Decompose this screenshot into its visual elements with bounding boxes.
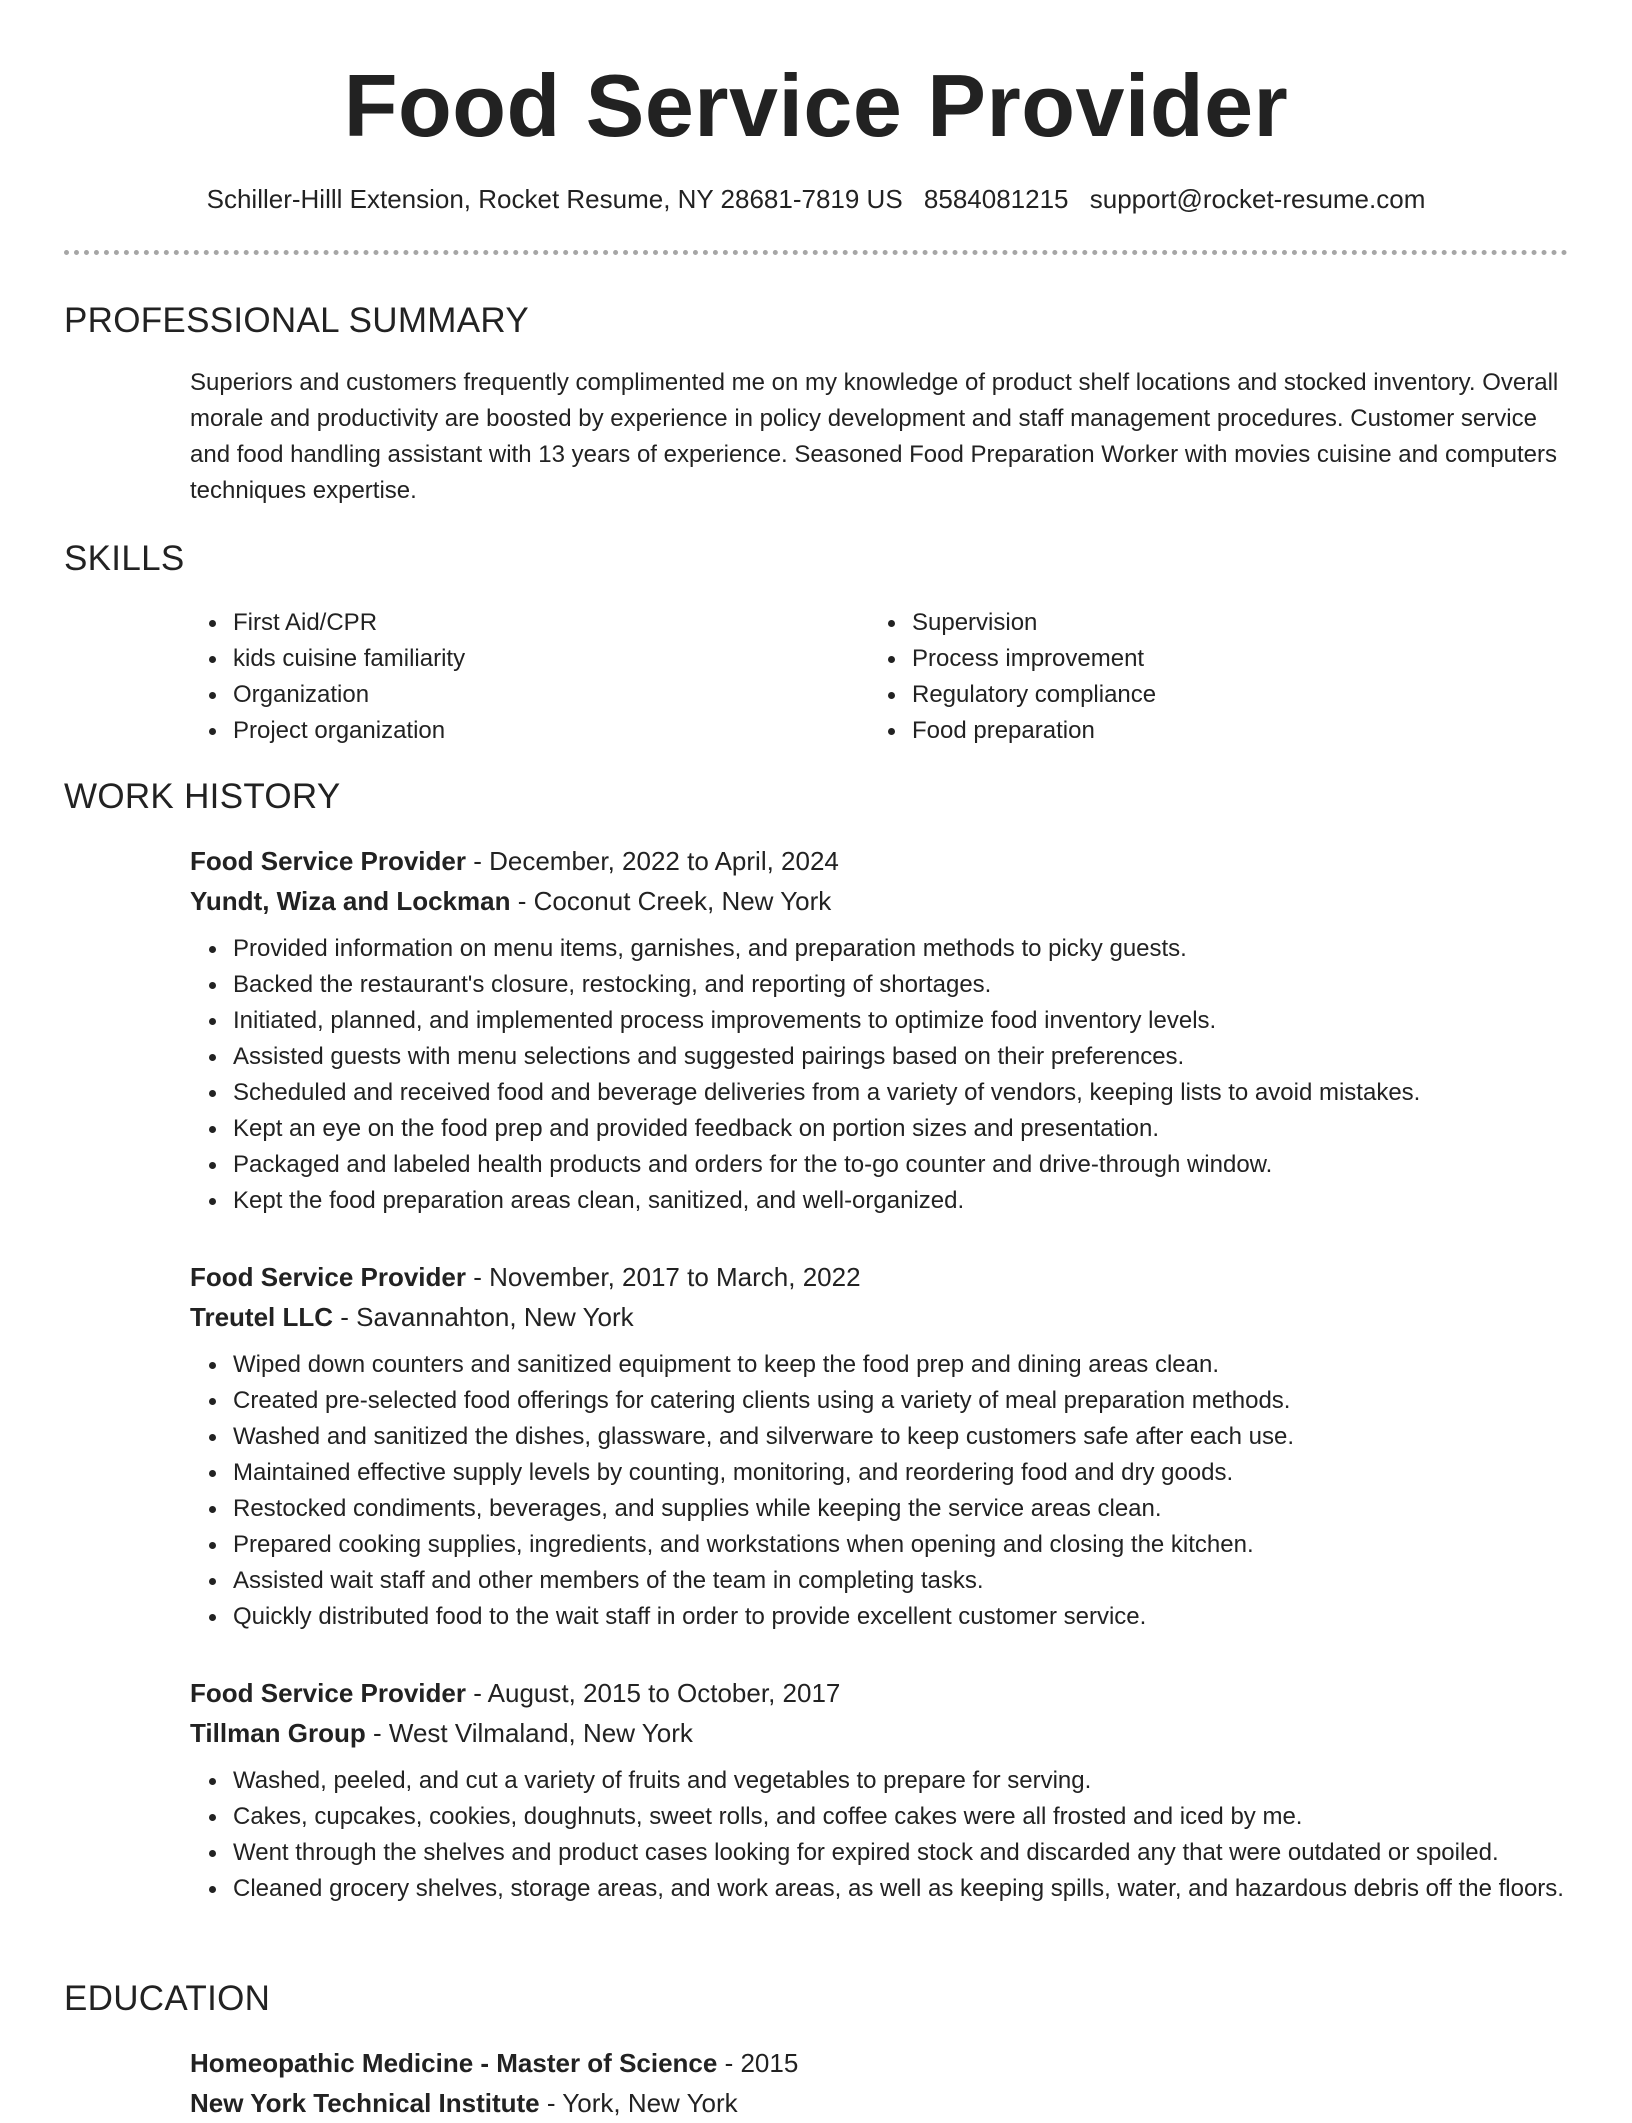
work-history-heading: WORK HISTORY [64,777,341,816]
job-bullet: Prepared cooking supplies, ingredients, and workstations when opening and closing the kitchen. [233,1527,1570,1563]
skill-item: First Aid/CPR [233,605,465,641]
contact-line [0,182,1632,216]
education-degree-line [190,2043,1570,2083]
education-school-line [190,2083,1570,2123]
job-bullet: Maintained effective supply levels by counting, monitoring, and reordering food and dry goods. [233,1455,1570,1491]
job-company-line [190,1713,1570,1753]
summary-text: Superiors and customers frequently complimented me on my knowledge of product shelf locations and stocked inventory. Overall morale and productivity are boosted by experience in policy development and staff management procedures. Customer service and food handling assistant with 13 years of experience. Seasoned Food Preparation Worker with movies cuisine and computers techniques expertise. [190,369,1559,504]
job-bullet: Kept an eye on the food prep and provided feedback on portion sizes and presentation. [233,1111,1570,1147]
job-company-line [190,1297,1570,1337]
job-role: Food Service Provider [190,846,466,876]
job-role: Food Service Provider [190,1678,466,1708]
candidate-name: Food Service Provider [343,56,1289,155]
job-bullet: Went through the shelves and product cases looking for expired stock and discarded any that were outdated or spoiled. [233,1835,1570,1871]
skills-heading: SKILLS [64,539,185,578]
header-divider [64,250,1568,255]
job-role: Food Service Provider [190,1262,466,1292]
skills-list-right [869,605,1156,749]
job-bullets [190,931,1570,1219]
job-dates: - November, 2017 to March, 2022 [473,1262,861,1292]
job-company: Yundt, Wiza and Lockman [190,886,511,916]
job-bullet: Packaged and labeled health products and orders for the to-go counter and drive-through window. [233,1147,1570,1183]
job-bullet: Wiped down counters and sanitized equipment to keep the food prep and dining areas clean. [233,1347,1570,1383]
job-bullet: Scheduled and received food and beverage deliveries from a variety of vendors, keeping lists to avoid mistakes. [233,1075,1570,1111]
job-title-line [190,1257,1570,1297]
education-degree: Homeopathic Medicine - Master of Science [190,2048,718,2078]
job-location: - West Vilmaland, New York [373,1718,693,1748]
contact-email: support@rocket-resume.com [1089,184,1426,214]
job-entry [190,841,1570,1219]
job-bullet: Cleaned grocery shelves, storage areas, and work areas, as well as keeping spills, water, and hazardous debris off the floors. [233,1871,1570,1907]
job-bullet: Assisted guests with menu selections and suggested pairings based on their preferences. [233,1039,1570,1075]
job-company: Treutel LLC [190,1302,334,1332]
job-bullets [190,1763,1570,1907]
job-bullet: Assisted wait staff and other members of the team in completing tasks. [233,1563,1570,1599]
skill-item: Supervision [912,605,1156,641]
skill-item: Food preparation [912,713,1156,749]
job-entry [190,1257,1570,1635]
job-bullet: Washed, peeled, and cut a variety of fruits and vegetables to prepare for serving. [233,1763,1570,1799]
job-bullet: Backed the restaurant's closure, restocking, and reporting of shortages. [233,967,1570,1003]
job-bullet: Kept the food preparation areas clean, sanitized, and well-organized. [233,1183,1570,1219]
job-bullets [190,1347,1570,1635]
skills-list-left [190,605,465,749]
skill-item: kids cuisine familiarity [233,641,465,677]
education-location: - York, New York [546,2088,738,2118]
job-bullet: Created pre-selected food offerings for catering clients using a variety of meal preparation methods. [233,1383,1570,1419]
job-bullet: Restocked condiments, beverages, and supplies while keeping the service areas clean. [233,1491,1570,1527]
contact-phone: 8584081215 [923,184,1069,214]
contact-address: Schiller-Hilll Extension, Rocket Resume, NY 28681-7819 US [206,184,903,214]
skill-item: Project organization [233,713,465,749]
job-location: - Coconut Creek, New York [517,886,832,916]
job-company-line [190,881,1570,921]
skill-item: Organization [233,677,465,713]
job-bullet: Quickly distributed food to the wait staff in order to provide excellent customer service. [233,1599,1570,1635]
job-location: - Savannahton, New York [340,1302,634,1332]
job-entry [190,1673,1570,1907]
job-dates: - December, 2022 to April, 2024 [473,846,839,876]
job-title-line [190,1673,1570,1713]
education-year: - 2015 [724,2048,799,2078]
education-school: New York Technical Institute [190,2088,540,2118]
job-dates: - August, 2015 to October, 2017 [473,1678,841,1708]
job-bullet: Initiated, planned, and implemented process improvements to optimize food inventory levels. [233,1003,1570,1039]
job-bullet: Washed and sanitized the dishes, glassware, and silverware to keep customers safe after each use. [233,1419,1570,1455]
job-company: Tillman Group [190,1718,366,1748]
education-heading: EDUCATION [64,1979,271,2018]
skill-item: Process improvement [912,641,1156,677]
job-title-line [190,841,1570,881]
summary-heading: PROFESSIONAL SUMMARY [64,301,529,340]
job-bullet: Provided information on menu items, garnishes, and preparation methods to picky guests. [233,931,1570,967]
job-bullet: Cakes, cupcakes, cookies, doughnuts, sweet rolls, and coffee cakes were all frosted and iced by me. [233,1799,1570,1835]
skill-item: Regulatory compliance [912,677,1156,713]
education-entry [190,2043,1570,2123]
